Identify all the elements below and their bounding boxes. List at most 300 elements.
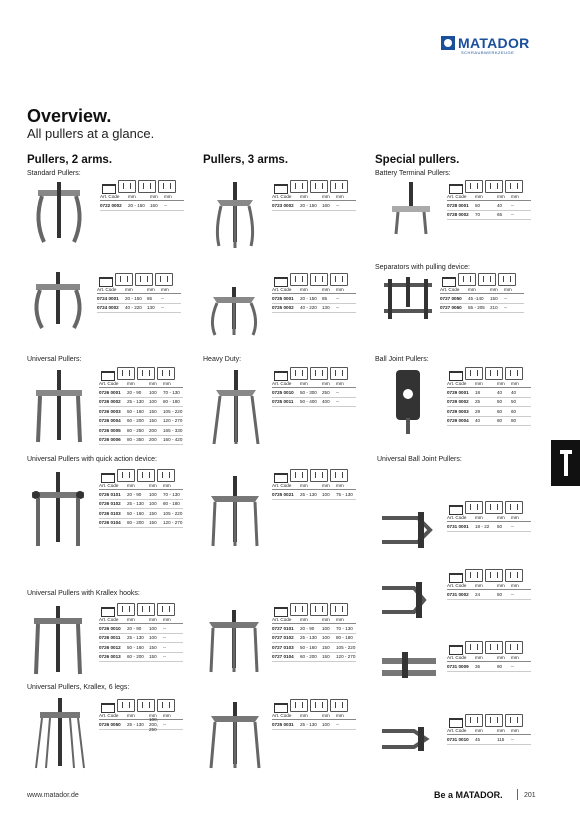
- column-title-2-arms: Pullers, 2 arms.: [27, 154, 113, 166]
- width-icon: [330, 603, 348, 616]
- width-icon: [505, 569, 523, 582]
- product-table: [99, 700, 183, 730]
- reach-icon: [485, 367, 503, 380]
- art-code: 0727 0101: [272, 625, 294, 631]
- reach-icon: [137, 699, 155, 712]
- dimension-value: 60 - 200: [300, 654, 317, 660]
- table-header: [440, 287, 524, 294]
- table-row: [447, 590, 531, 600]
- dimension-value: 70 - 130: [336, 625, 353, 631]
- book-icon: [272, 701, 288, 712]
- dimension-value: --: [504, 305, 508, 311]
- dimension-value: 60: [511, 408, 517, 414]
- span-icon: [458, 273, 476, 286]
- header-art-code: Art. Code: [447, 583, 467, 588]
- dimension-value: 40: [511, 389, 517, 395]
- header-art-code: Art. Code: [272, 713, 292, 718]
- dimension-value: 50 - 160: [127, 408, 144, 414]
- dimension-value: --: [336, 305, 340, 311]
- dimension-icons: [272, 181, 356, 193]
- dimension-icons: [440, 274, 524, 286]
- table-row: [447, 662, 531, 672]
- dimension-value: 100: [322, 491, 330, 497]
- table-row: [99, 716, 183, 732]
- book-icon: [272, 369, 288, 380]
- width-icon: [330, 699, 348, 712]
- dimension-value: 20 - 150: [125, 295, 142, 301]
- dimension-value: --: [511, 736, 515, 742]
- dimension-value: 90: [497, 663, 503, 669]
- header-art-code: Art. Code: [99, 381, 119, 386]
- art-code: 0729 0002: [447, 399, 469, 405]
- table-row: [447, 735, 531, 745]
- header-art-code: Art. Code: [99, 483, 119, 488]
- header-unit: mm: [163, 483, 171, 488]
- table-row: [272, 720, 356, 730]
- dimension-value: 45: [475, 736, 481, 742]
- table-header: [272, 381, 356, 388]
- dimension-icons: [272, 470, 356, 482]
- table-header: [100, 194, 184, 201]
- book-icon: [447, 643, 463, 654]
- art-code: 0725 0031: [272, 721, 294, 727]
- reach-icon: [137, 367, 155, 380]
- header-unit: mm: [161, 287, 169, 292]
- reach-icon: [137, 603, 155, 616]
- header-unit: mm: [475, 381, 483, 386]
- header-unit: mm: [127, 381, 135, 386]
- dimension-value: 25 - 130: [127, 399, 144, 405]
- table-header: [447, 655, 531, 662]
- reach-icon: [485, 569, 503, 582]
- dimension-value: 60 - 200: [127, 654, 144, 660]
- chapter-tab-marker: [551, 440, 580, 486]
- header-art-code: Art. Code: [447, 381, 467, 386]
- section-krallex-hooks: Universal Pullers with Krallex hooks:: [27, 590, 140, 597]
- art-code: 0726 0001: [99, 389, 121, 395]
- span-icon: [290, 180, 308, 193]
- header-unit: mm: [300, 483, 308, 488]
- dimension-value: 50 - 160: [300, 644, 317, 650]
- section-krallex-6-legs: Universal Pullers, Krallex, 6 legs:: [27, 684, 130, 691]
- header-unit: mm: [163, 381, 171, 386]
- dimension-value: 25 - 130: [127, 635, 144, 641]
- reach-icon: [137, 469, 155, 482]
- dimension-value: --: [163, 635, 167, 641]
- dimension-value: --: [511, 591, 515, 597]
- art-code: 0729 0001: [447, 389, 469, 395]
- width-icon: [505, 641, 523, 654]
- dimension-icons: [272, 274, 356, 286]
- table-row: [99, 490, 183, 500]
- header-unit: mm: [475, 583, 483, 588]
- art-code: 0726 0002: [99, 399, 121, 405]
- dimension-value: 100: [149, 625, 157, 631]
- dimension-value: 50 - 400: [300, 399, 317, 405]
- table-row: [99, 624, 183, 634]
- product-table: [447, 570, 531, 600]
- table-row: [447, 407, 531, 417]
- dimension-value: 160: [150, 202, 158, 208]
- dimension-value: 400: [322, 399, 330, 405]
- book-icon: [99, 369, 115, 380]
- header-unit: mm: [511, 583, 519, 588]
- krallex-hooks-puller-image: [30, 604, 86, 678]
- dimension-value: --: [511, 212, 515, 218]
- standard-3arm-puller-small-image: [203, 285, 265, 337]
- product-table: [272, 274, 356, 313]
- table-row: [272, 304, 356, 314]
- dimension-value: 165 - 330: [163, 427, 183, 433]
- dimension-value: 20 - 90: [127, 389, 142, 395]
- heavy-duty-puller-image: [208, 368, 264, 448]
- dimension-value: 100: [322, 635, 330, 641]
- span-icon: [117, 603, 135, 616]
- matador-logo: [441, 35, 530, 51]
- table-row: [447, 201, 531, 211]
- header-unit: mm: [468, 287, 476, 292]
- product-table: [272, 181, 356, 211]
- dimension-value: 150: [149, 510, 157, 516]
- art-code: 0727 0104: [272, 654, 294, 660]
- table-row: [99, 388, 183, 398]
- dimension-value: --: [511, 202, 515, 208]
- quick-action-3arm-puller-image: [205, 474, 265, 550]
- header-unit: mm: [300, 194, 308, 199]
- table-row: [99, 643, 183, 653]
- header-art-code: Art. Code: [272, 617, 292, 622]
- art-code: 0726 0050: [99, 721, 121, 727]
- section-quick-action: Universal Pullers with quick action device:: [27, 456, 157, 463]
- product-table: [447, 715, 531, 745]
- dimension-value: 20 - 90: [300, 625, 315, 631]
- art-code: 0724 0001: [97, 295, 119, 301]
- art-code: 0725 0010: [272, 389, 294, 395]
- table-row: [272, 653, 356, 663]
- reach-icon: [478, 273, 496, 286]
- table-row: [99, 407, 183, 417]
- art-code: 0727 0102: [272, 635, 294, 641]
- header-unit: mm: [497, 381, 505, 386]
- art-code: 0727 0050: [440, 295, 462, 301]
- art-code: 0731 0009: [447, 663, 469, 669]
- section-separators: Separators with pulling device:: [375, 264, 470, 271]
- header-unit: mm: [149, 483, 157, 488]
- universal-ball-joint-puller-2-image: [378, 580, 438, 620]
- art-code: 0726 0003: [99, 408, 121, 414]
- dimension-value: 24: [475, 591, 481, 597]
- span-icon: [290, 699, 308, 712]
- reach-icon: [485, 641, 503, 654]
- dimension-value: 100: [322, 625, 330, 631]
- dimension-value: 20 - 90: [127, 625, 142, 631]
- separator-image: [380, 275, 436, 323]
- dimension-value: 18 - 22: [475, 523, 490, 529]
- header-unit: mm: [511, 728, 519, 733]
- table-row: [447, 211, 531, 221]
- dimension-value: 200: [149, 437, 157, 443]
- header-unit: mm: [475, 655, 483, 660]
- header-art-code: Art. Code: [272, 483, 292, 488]
- art-code: 0725 0001: [272, 295, 294, 301]
- table-row: [99, 519, 183, 529]
- dimension-value: --: [163, 654, 167, 660]
- column-title-special: Special pullers.: [375, 154, 460, 166]
- dimension-icons: [99, 700, 183, 712]
- dimension-value: 100: [149, 491, 157, 497]
- table-header: [272, 194, 356, 201]
- dimension-value: 130: [147, 305, 155, 311]
- dimension-value: 40: [497, 389, 503, 395]
- dimension-value: 100: [149, 501, 157, 507]
- header-unit: mm: [149, 381, 157, 386]
- dimension-value: 50: [511, 399, 517, 405]
- width-icon: [505, 501, 523, 514]
- dimension-value: 50 - 160: [127, 510, 144, 516]
- dimension-icons: [447, 502, 531, 514]
- header-unit: mm: [128, 194, 136, 199]
- ball-joint-puller-image: [388, 366, 428, 436]
- span-icon: [465, 501, 483, 514]
- section-universal-pullers: Universal Pullers:: [27, 356, 82, 363]
- reach-icon: [310, 367, 328, 380]
- header-unit: mm: [336, 617, 344, 622]
- span-icon: [465, 367, 483, 380]
- art-code: 0728 0002: [447, 212, 469, 218]
- width-icon: [330, 469, 348, 482]
- footer-url[interactable]: www.matador.de: [27, 792, 79, 799]
- width-icon: [330, 180, 348, 193]
- dimension-value: 100, 200, 250: [149, 716, 158, 732]
- dimension-value: 70 - 130: [163, 491, 180, 497]
- art-code: 0726 0006: [99, 437, 121, 443]
- header-art-code: Art. Code: [100, 194, 120, 199]
- book-icon: [99, 701, 115, 712]
- table-row: [272, 388, 356, 398]
- table-row: [97, 304, 181, 314]
- header-unit: mm: [475, 194, 483, 199]
- dimension-value: 50: [497, 591, 503, 597]
- dimension-value: --: [336, 389, 340, 395]
- dimension-icons: [99, 470, 183, 482]
- table-row: [447, 522, 531, 532]
- header-art-code: Art. Code: [447, 194, 467, 199]
- standard-3arm-puller-image: [205, 180, 265, 252]
- header-unit: mm: [336, 287, 344, 292]
- dimension-value: 60 - 200: [127, 520, 144, 526]
- table-row: [100, 201, 184, 211]
- dimension-value: 160 - 420: [163, 437, 183, 443]
- header-unit: mm: [127, 617, 135, 622]
- dimension-value: --: [336, 295, 340, 301]
- dimension-value: 100: [322, 721, 330, 727]
- section-universal-ball-joint: Universal Ball Joint Pullers:: [377, 456, 462, 463]
- reach-icon: [135, 273, 153, 286]
- product-table: [440, 274, 524, 313]
- art-code: 0725 0002: [272, 305, 294, 311]
- dimension-value: 25 - 130: [300, 721, 317, 727]
- art-code: 0726 0012: [99, 644, 121, 650]
- dimension-value: 150: [149, 520, 157, 526]
- header-unit: mm: [300, 713, 308, 718]
- dimension-value: 25 - 130: [127, 501, 144, 507]
- column-title-3-arms: Pullers, 3 arms.: [203, 154, 289, 166]
- art-code: 0726 0102: [99, 501, 121, 507]
- dimension-value: 80 - 180: [163, 399, 180, 405]
- product-table: [272, 604, 356, 662]
- reach-icon: [310, 603, 328, 616]
- header-unit: mm: [511, 655, 519, 660]
- header-unit: mm: [497, 194, 505, 199]
- art-code: 0726 0103: [99, 510, 121, 516]
- dimension-value: 20 - 150: [128, 202, 145, 208]
- span-icon: [465, 641, 483, 654]
- dimension-icons: [447, 570, 531, 582]
- krallex-hooks-3arm-puller-image: [203, 608, 265, 674]
- dimension-value: 50: [497, 399, 503, 405]
- header-art-code: Art. Code: [272, 194, 292, 199]
- art-code: 0731 0002: [447, 591, 469, 597]
- reach-icon: [310, 469, 328, 482]
- table-row: [447, 398, 531, 408]
- dimension-value: --: [163, 721, 167, 727]
- dimension-value: 105 - 220: [336, 644, 356, 650]
- book-icon: [447, 716, 463, 727]
- dimension-value: --: [161, 295, 165, 301]
- span-icon: [117, 367, 135, 380]
- dimension-value: 150: [149, 408, 157, 414]
- table-row: [99, 500, 183, 510]
- dimension-icons: [97, 274, 181, 286]
- dimension-value: 200: [149, 427, 157, 433]
- table-row: [99, 509, 183, 519]
- art-code: 0726 0013: [99, 654, 121, 660]
- dimension-value: 250: [322, 389, 330, 395]
- header-unit: mm: [150, 194, 158, 199]
- book-icon: [447, 182, 463, 193]
- dimension-icons: [447, 181, 531, 193]
- dimension-value: 120 - 270: [163, 418, 183, 424]
- dimension-value: 85: [147, 295, 153, 301]
- dimension-value: 130: [322, 305, 330, 311]
- header-unit: mm: [475, 728, 483, 733]
- product-table: [99, 604, 183, 662]
- dimension-icons: [100, 181, 184, 193]
- universal-ball-joint-puller-1-image: [378, 510, 440, 550]
- dimension-value: 80: [511, 418, 517, 424]
- dimension-value: 40: [475, 418, 481, 424]
- product-table: [447, 642, 531, 672]
- product-table: [99, 470, 183, 528]
- dimension-value: 160: [322, 202, 330, 208]
- header-unit: mm: [322, 617, 330, 622]
- art-code: 0722 0002: [100, 202, 122, 208]
- table-row: [99, 634, 183, 644]
- header-unit: mm: [127, 713, 135, 718]
- header-unit: mm: [511, 515, 519, 520]
- art-code: 0726 0101: [99, 491, 121, 497]
- header-unit: mm: [149, 617, 157, 622]
- dimension-value: --: [336, 399, 340, 405]
- width-icon: [505, 180, 523, 193]
- table-header: [447, 728, 531, 735]
- dimension-value: 25 - 130: [300, 635, 317, 641]
- art-code: 0726 0104: [99, 520, 121, 526]
- dimension-value: 105 - 220: [163, 510, 183, 516]
- dimension-value: --: [164, 202, 168, 208]
- table-header: [99, 381, 183, 388]
- table-row: [272, 201, 356, 211]
- span-icon: [465, 569, 483, 582]
- dimension-value: 45 -140: [468, 295, 484, 301]
- book-icon: [272, 605, 288, 616]
- table-header: [447, 381, 531, 388]
- header-art-code: Art. Code: [97, 287, 117, 292]
- width-icon: [505, 714, 523, 727]
- width-icon: [157, 699, 175, 712]
- book-icon: [447, 571, 463, 582]
- table-header: [99, 713, 183, 720]
- dimension-value: 60 - 200: [127, 418, 144, 424]
- dimension-value: 150: [322, 654, 330, 660]
- book-icon: [272, 471, 288, 482]
- art-code: 0726 0011: [99, 635, 121, 641]
- table-row: [447, 417, 531, 427]
- table-header: [97, 287, 181, 294]
- header-unit: mm: [497, 728, 505, 733]
- span-icon: [115, 273, 133, 286]
- table-header: [99, 483, 183, 490]
- dimension-value: 50: [475, 202, 481, 208]
- book-icon: [272, 275, 288, 286]
- width-icon: [505, 367, 523, 380]
- header-unit: mm: [163, 617, 171, 622]
- dimension-icons: [99, 368, 183, 380]
- art-code: 0727 0060: [440, 305, 462, 311]
- table-row: [99, 398, 183, 408]
- dimension-value: --: [336, 202, 340, 208]
- header-unit: mm: [336, 713, 344, 718]
- dimension-value: 70 - 130: [163, 389, 180, 395]
- product-table: [272, 700, 356, 730]
- header-art-code: Art. Code: [272, 287, 292, 292]
- dimension-icons: [272, 368, 356, 380]
- dimension-value: 20 - 150: [300, 202, 317, 208]
- dimension-value: 80 - 180: [163, 501, 180, 507]
- header-unit: mm: [149, 713, 157, 718]
- standard-2arm-puller-small-image: [28, 270, 88, 332]
- header-unit: mm: [322, 381, 330, 386]
- table-row: [99, 426, 183, 436]
- dimension-value: 55 - 205: [468, 305, 485, 311]
- book-icon: [99, 605, 115, 616]
- dimension-value: 120 - 270: [336, 654, 356, 660]
- span-icon: [118, 180, 136, 193]
- dimension-value: 40 - 220: [125, 305, 142, 311]
- art-code: 0728 0001: [447, 202, 469, 208]
- art-code: 0726 0005: [99, 427, 121, 433]
- header-unit: mm: [497, 655, 505, 660]
- art-code: 0725 0021: [272, 491, 294, 497]
- dimension-value: 40: [497, 202, 503, 208]
- header-unit: mm: [322, 287, 330, 292]
- dimension-value: 65: [497, 212, 503, 218]
- dimension-value: 36: [475, 663, 481, 669]
- product-table: [272, 470, 356, 500]
- art-code: 0723 0002: [272, 202, 294, 208]
- book-icon: [97, 275, 113, 286]
- dimension-value: 80 - 180: [336, 635, 353, 641]
